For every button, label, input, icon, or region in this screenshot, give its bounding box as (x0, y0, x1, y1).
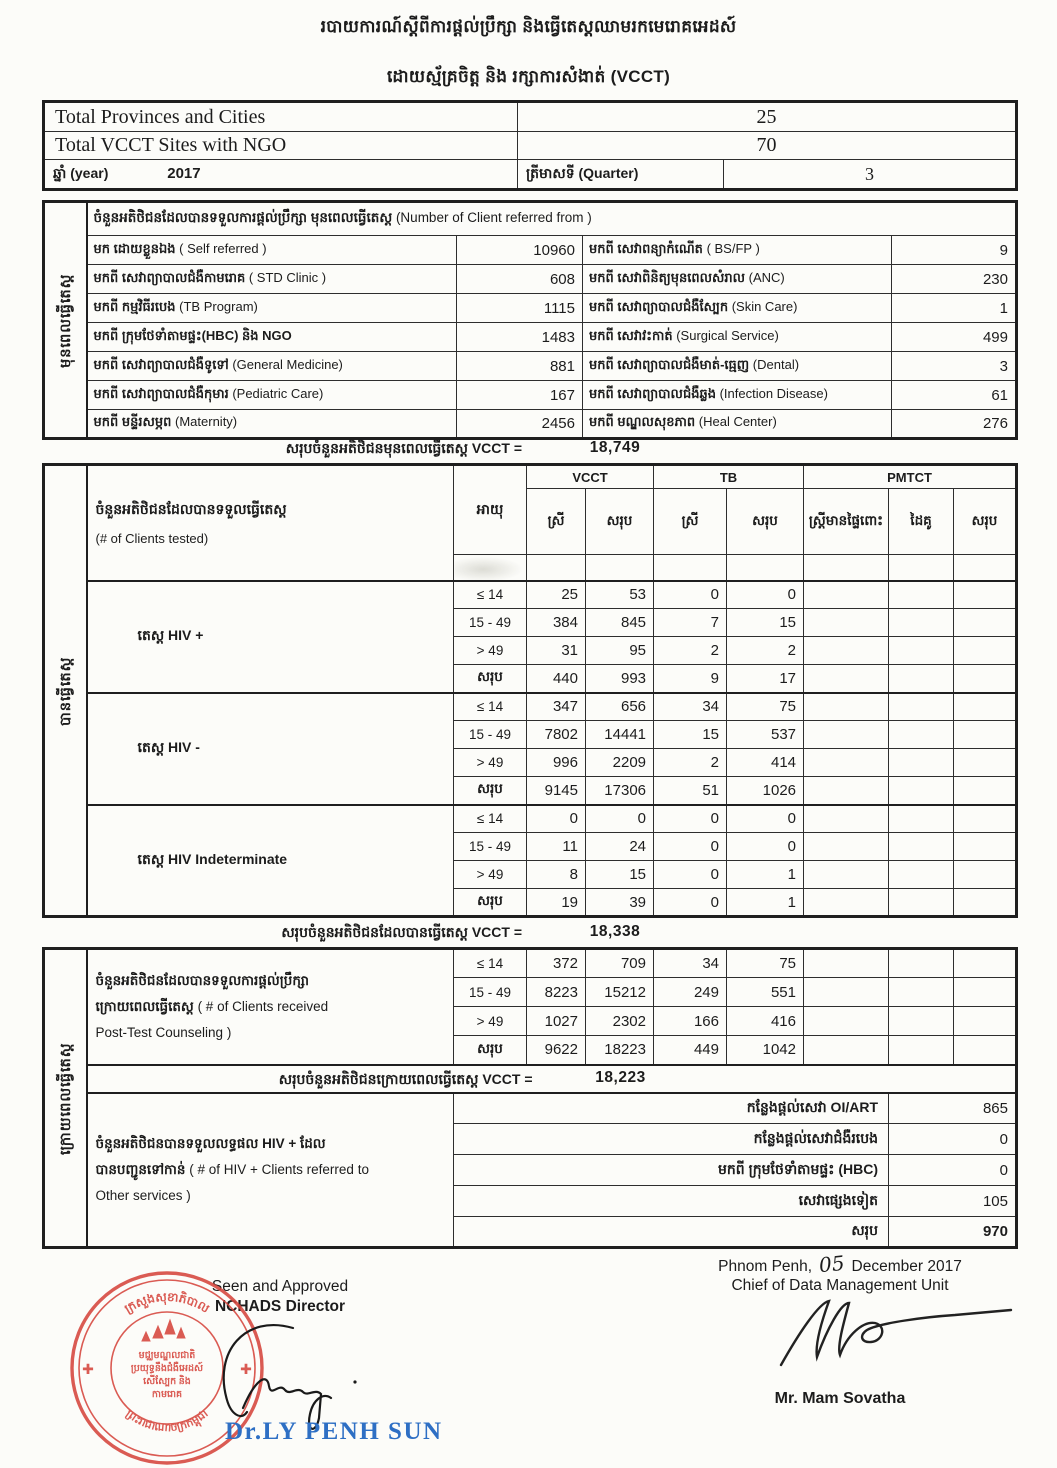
value-cell (889, 1036, 954, 1065)
value-cell: 0 (654, 889, 727, 917)
value-cell (804, 833, 889, 861)
age-cell: > 49 (454, 1007, 527, 1036)
label-cell: មកពី សេវាពិនិត្យមុនពេលសំរាល (ANC) (583, 265, 892, 294)
value-cell: 2302 (586, 1007, 654, 1036)
value-cell: 95 (586, 637, 654, 665)
col-pmtct-partner: ដៃគូ (889, 489, 954, 555)
value-cell (889, 949, 954, 978)
referred-service-label: កន្លែងផ្ដល់សេវាជំងឺរបេង (454, 1124, 889, 1155)
value-cell: 2456 (457, 410, 583, 439)
value-cell: 17 (727, 665, 804, 693)
side-label-before-test: មុនពេលធ្វើតេស្ដ (44, 202, 87, 439)
value-cell (954, 609, 1017, 637)
table-row (44, 236, 1017, 265)
value-cell: 9 (654, 665, 727, 693)
value-cell: 881 (457, 352, 583, 381)
age-cell: 15 - 49 (454, 721, 527, 749)
chief-signature (775, 1293, 1020, 1373)
value-cell: 31 (527, 637, 586, 665)
value-cell: 1115 (457, 294, 583, 323)
value-cell (804, 949, 889, 978)
value-cell: 15 (586, 861, 654, 889)
spacer-cell (586, 555, 654, 581)
value-cell (804, 978, 889, 1007)
value-cell: 0 (586, 805, 654, 833)
referred-total-label: សរុប (454, 1217, 889, 1248)
age-cell: 15 - 49 (454, 609, 527, 637)
value-cell: 384 (527, 609, 586, 637)
value-cell (804, 861, 889, 889)
value-cell: 15 (727, 609, 804, 637)
age-cell: ≤ 14 (454, 693, 527, 721)
table-row (44, 1065, 1017, 1093)
value-cell: 10960 (457, 236, 583, 265)
value-cell (954, 637, 1017, 665)
referred-total-value: 970 (889, 1217, 1017, 1248)
referred-service-value: 865 (889, 1093, 1017, 1124)
posttest-label-cell (87, 949, 454, 1065)
spacer-cell (804, 555, 889, 581)
table-row (44, 202, 1017, 236)
total-tested (42, 923, 1015, 947)
value-cell: 11 (527, 833, 586, 861)
value-cell: 449 (654, 1036, 727, 1065)
value-cell: 276 (892, 410, 1017, 439)
summary-label: Total Provinces and Cities (44, 102, 518, 132)
svg-text:ក្រសួងសុខាភិបាល: ក្រសួងសុខាភិបាល (122, 1289, 212, 1316)
value-cell: 0 (727, 581, 804, 609)
label-cell: មកពី សេវាព្យាបាលជំងឺឆ្លង (Infection Disease) (583, 381, 892, 410)
table-row (44, 581, 1017, 609)
col-age: អាយុ (454, 465, 527, 555)
value-cell (889, 609, 954, 637)
referred-service-value: 0 (889, 1155, 1017, 1186)
value-cell (804, 805, 889, 833)
value-cell: 230 (892, 265, 1017, 294)
value-cell: 53 (586, 581, 654, 609)
posttest-label-line2: ក្រោយពេលធ្វើតេស្ដ ( # of Clients received (95, 998, 329, 1014)
value-cell: 440 (527, 665, 586, 693)
value-cell: 0 (727, 833, 804, 861)
value-cell: 8 (527, 861, 586, 889)
age-cell: > 49 (454, 637, 527, 665)
value-cell: 608 (457, 265, 583, 294)
handwritten-day: 05 (817, 1250, 846, 1278)
director-name: Dr.LY PENH SUN (225, 1418, 443, 1445)
label-cell: មកពី សេវាពន្យាកំណើត ( BS/FP ) (583, 236, 892, 265)
side-label-after-test: ក្រោយពេលធ្វើតេស្ដ (44, 949, 87, 1248)
table-row (44, 102, 1017, 132)
value-cell: 372 (527, 949, 586, 978)
total-label: សរុបចំនួនអតិថិជនដែលបានធ្វើតេស្ដ VCCT = (281, 924, 522, 940)
age-cell: 15 - 49 (454, 833, 527, 861)
value-cell (954, 1036, 1017, 1065)
value-cell (954, 581, 1017, 609)
total-value: 18,223 (595, 1068, 646, 1086)
age-cell: > 49 (454, 861, 527, 889)
value-cell: 2 (727, 637, 804, 665)
value-cell: 0 (654, 833, 727, 861)
label-cell: មកពី មន្ទីរសម្ភព (Maternity) (87, 410, 457, 439)
value-cell (954, 833, 1017, 861)
value-cell (804, 693, 889, 721)
value-cell: 75 (727, 949, 804, 978)
side-label-tested: បានធ្វើតេស្ដ (44, 465, 87, 917)
label-cell: មកពី ក្រុមថែទាំតាមផ្ទះ(HBC) និង NGO (87, 323, 457, 352)
value-cell (954, 693, 1017, 721)
value-cell: 656 (586, 693, 654, 721)
value-cell (954, 889, 1017, 917)
summary-value: 25 (518, 102, 1017, 132)
spacer-cell (889, 555, 954, 581)
value-cell (954, 1007, 1017, 1036)
year-label: ឆ្នាំ (year) (53, 164, 109, 181)
value-cell: 17306 (586, 777, 654, 805)
summary-label: Total VCCT Sites with NGO (44, 132, 518, 160)
referred-out-label-cell (87, 1093, 454, 1248)
value-cell: 7802 (527, 721, 586, 749)
total-value: 18,749 (589, 439, 641, 456)
summary-table (42, 100, 1018, 191)
age-total-cell: សរុប (454, 889, 527, 917)
label-cell: មកពី សេវាព្យាបាលជំងឺកុមារ (Pediatric Care) (87, 381, 457, 410)
value-cell (954, 805, 1017, 833)
value-cell (804, 581, 889, 609)
value-cell: 2 (654, 637, 727, 665)
table-row (44, 132, 1017, 160)
value-cell: 1027 (527, 1007, 586, 1036)
value-cell: 2 (654, 749, 727, 777)
group-label-hiv-negative: តេស្ដ HIV - (87, 693, 454, 805)
label-cell: មកពី សេវាព្យាបាលជំងឺកាមរោគ ( STD Clinic ) (87, 265, 457, 294)
value-cell: 61 (892, 381, 1017, 410)
tested-table (42, 463, 1018, 918)
value-cell (804, 1007, 889, 1036)
page-title: របាយការណ៍ស្ដីពីការផ្ដល់ប្រឹក្សា និងធ្វើតេស្ដឈាមរកមេរោគអេដស៍ (320, 17, 737, 36)
stamp-cross-left-icon: ✚ (82, 1361, 94, 1377)
col-vcct-total: សរុប (586, 489, 654, 555)
col-tb-total: សរុប (727, 489, 804, 555)
quarter-label: ត្រីមាសទី (Quarter) (518, 160, 724, 190)
svg-text:ព្រះរាជាណាចក្រកម្ពុជា: ព្រះរាជាណាចក្រកម្ពុជា (123, 1407, 211, 1435)
value-cell: 75 (727, 693, 804, 721)
value-cell: 8223 (527, 978, 586, 1007)
label-cell: មកពី សេវាព្យាបាលជំងឺមាត់-ធ្មេញ (Dental) (583, 352, 892, 381)
value-cell: 18223 (586, 1036, 654, 1065)
total-label: សរុបចំនួនអតិថិជនមុនពេលធ្វើតេស្ដ VCCT = (285, 440, 522, 456)
value-cell (889, 581, 954, 609)
value-cell (804, 637, 889, 665)
svg-text:មជ្ឈមណ្ឌលជាតិ: មជ្ឈមណ្ឌលជាតិ (138, 1350, 196, 1361)
age-cell: > 49 (454, 749, 527, 777)
age-total-cell: សរុប (454, 665, 527, 693)
value-cell (889, 833, 954, 861)
year-value: 2017 (167, 164, 201, 182)
col-group-vcct: VCCT (527, 465, 654, 489)
approved-line: Seen and Approved (211, 1278, 349, 1295)
chief-name: Mr. Mam Sovatha (774, 1390, 906, 1407)
value-cell: 499 (892, 323, 1017, 352)
spacer-cell (527, 555, 586, 581)
tested-title-kh: ចំនួនអតិថិជនដែលបានទទួលធ្វើតេស្ដ (95, 500, 287, 517)
value-cell: 34 (654, 693, 727, 721)
value-cell (889, 721, 954, 749)
date-label: December 2017 (851, 1258, 962, 1275)
value-cell: 2209 (586, 749, 654, 777)
svg-text:ប្រយុទ្ធនឹងជំងឺអេដស៍: ប្រយុទ្ធនឹងជំងឺអេដស៍ (130, 1363, 204, 1374)
age-cell: ≤ 14 (454, 805, 527, 833)
value-cell (889, 861, 954, 889)
age-cell: 15 - 49 (454, 978, 527, 1007)
value-cell: 551 (727, 978, 804, 1007)
svg-text:កាមរោគ: កាមរោគ (151, 1389, 183, 1400)
value-cell: 51 (654, 777, 727, 805)
value-cell: 15212 (586, 978, 654, 1007)
page-subtitle: ដោយស្ម័គ្រចិត្ត និង រក្សាការសំងាត់ (VCCT) (386, 67, 671, 86)
referred-service-label: សេវាផ្សេងទៀត (454, 1186, 889, 1217)
table-row (44, 323, 1017, 352)
table-row (44, 465, 1017, 489)
value-cell (804, 777, 889, 805)
group-label-hiv-positive: តេស្ដ HIV + (87, 581, 454, 693)
value-cell: 14441 (586, 721, 654, 749)
referral-table (42, 200, 1018, 440)
value-cell: 9145 (527, 777, 586, 805)
table-row (44, 949, 1017, 978)
value-cell: 416 (727, 1007, 804, 1036)
value-cell: 347 (527, 693, 586, 721)
col-tb-female: ស្រី (654, 489, 727, 555)
value-cell (954, 721, 1017, 749)
value-cell (889, 637, 954, 665)
value-cell: 1026 (727, 777, 804, 805)
tested-title-cell (87, 465, 454, 581)
referred-label-line2: បានបញ្ជូនទៅកាន់ ( # of HIV + Clients referred to (95, 1161, 369, 1177)
table-row (44, 1093, 1017, 1124)
table-row (44, 160, 1017, 190)
director-title: NCHADS Director (214, 1298, 346, 1315)
total-value: 18,338 (589, 923, 641, 940)
value-cell: 537 (727, 721, 804, 749)
value-cell: 0 (654, 805, 727, 833)
date-line (660, 1252, 1020, 1276)
value-cell: 414 (727, 749, 804, 777)
spacer-cell (654, 555, 727, 581)
referred-service-value: 0 (889, 1124, 1017, 1155)
table-row (44, 265, 1017, 294)
value-cell: 19 (527, 889, 586, 917)
value-cell (954, 861, 1017, 889)
value-cell (954, 665, 1017, 693)
value-cell: 0 (727, 805, 804, 833)
referred-service-value: 105 (889, 1186, 1017, 1217)
label-cell: មកពី មណ្ឌលសុខភាព (Heal Center) (583, 410, 892, 439)
value-cell: 1 (727, 889, 804, 917)
label-cell: មក ដោយខ្លួនឯង ( Self referred ) (87, 236, 457, 265)
referred-service-label: កន្លែងផ្ដល់សេវា OI/ART (454, 1093, 889, 1124)
chief-title: Chief of Data Management Unit (731, 1277, 949, 1294)
col-pmtct-total: សរុប (954, 489, 1017, 555)
value-cell: 3 (892, 352, 1017, 381)
value-cell (889, 749, 954, 777)
posttest-label-line1: ចំនួនអតិថិជនដែលបានទទួលការផ្ដល់ប្រឹក្សា (95, 973, 310, 989)
referred-label-line1: ចំនួនអតិថិជនបានទទួលលទ្ធផល HIV + ដែល (95, 1136, 326, 1152)
value-cell: 25 (527, 581, 586, 609)
spacer-cell (727, 555, 804, 581)
posttest-label-line3: Post-Test Counseling ) (95, 1024, 232, 1040)
spacer-cell (454, 555, 527, 581)
value-cell: 709 (586, 949, 654, 978)
summary-value: 70 (518, 132, 1017, 160)
referred-service-label: មកពី ក្រុមថែទាំតាមផ្ទះ (HBC) (454, 1155, 889, 1186)
label-cell: មកពី កម្មវិធីរបេង (TB Program) (87, 294, 457, 323)
value-cell: 7 (654, 609, 727, 637)
value-cell (889, 805, 954, 833)
value-cell: 1 (727, 861, 804, 889)
tested-title-en: (# of Clients tested) (95, 530, 209, 546)
total-before-test (42, 439, 1015, 463)
value-cell (889, 889, 954, 917)
age-cell: ≤ 14 (454, 949, 527, 978)
age-total-cell: សរុប (454, 1036, 527, 1065)
value-cell (804, 749, 889, 777)
value-cell: 9 (892, 236, 1017, 265)
table-row (44, 294, 1017, 323)
referral-header-kh: ចំនួនអតិថិជនដែលបានទទួលការផ្ដល់ប្រឹក្សា មុនពេលធ្វើតេស្ដ (93, 210, 393, 225)
value-cell: 993 (586, 665, 654, 693)
value-cell (804, 1036, 889, 1065)
table-row (44, 693, 1017, 721)
value-cell: 1483 (457, 323, 583, 352)
value-cell (889, 693, 954, 721)
place-label: Phnom Penh, (718, 1258, 813, 1275)
age-cell: ≤ 14 (454, 581, 527, 609)
value-cell (954, 949, 1017, 978)
value-cell (954, 978, 1017, 1007)
referred-label-line3: Other services ) (95, 1187, 191, 1203)
value-cell (889, 777, 954, 805)
age-total-cell: សរុប (454, 777, 527, 805)
value-cell: 1 (892, 294, 1017, 323)
group-label-hiv-indeterminate: តេស្ដ HIV Indeterminate (87, 805, 454, 917)
col-group-tb: TB (654, 465, 804, 489)
svg-text:សើស្បែក និង: សើស្បែក និង (143, 1376, 191, 1387)
value-cell (889, 1007, 954, 1036)
label-cell: មកពី សេវាព្យាបាលជំងឺទូទៅ (General Medicine) (87, 352, 457, 381)
value-cell: 39 (586, 889, 654, 917)
value-cell (804, 609, 889, 637)
col-group-pmtct: PMTCT (804, 465, 1017, 489)
value-cell: 845 (586, 609, 654, 637)
label-cell: មកពី សេវាវះកាត់ (Surgical Service) (583, 323, 892, 352)
spacer-cell (954, 555, 1017, 581)
value-cell (954, 749, 1017, 777)
value-cell: 24 (586, 833, 654, 861)
value-cell: 0 (654, 581, 727, 609)
value-cell: 249 (654, 978, 727, 1007)
value-cell: 996 (527, 749, 586, 777)
table-row (44, 410, 1017, 439)
col-vcct-female: ស្រី (527, 489, 586, 555)
value-cell: 34 (654, 949, 727, 978)
total-after-test (87, 1065, 1017, 1093)
value-cell (804, 665, 889, 693)
value-cell: 1042 (727, 1036, 804, 1065)
value-cell (804, 889, 889, 917)
table-row (44, 352, 1017, 381)
total-label: សរុបចំនួនអតិថិជនក្រោយពេលធ្វើតេស្ដ VCCT = (278, 1070, 533, 1087)
posttest-table (42, 947, 1018, 1249)
quarter-value: 3 (724, 160, 1017, 190)
year-cell (44, 160, 518, 190)
value-cell: 0 (654, 861, 727, 889)
label-cell: មកពី សេវាព្យាបាលជំងឺស្បែក (Skin Care) (583, 294, 892, 323)
referral-header (87, 202, 1017, 236)
value-cell (889, 978, 954, 1007)
value-cell: 9622 (527, 1036, 586, 1065)
referral-header-en: (Number of Client referred from ) (395, 210, 592, 225)
value-cell: 15 (654, 721, 727, 749)
value-cell: 166 (654, 1007, 727, 1036)
value-cell: 0 (527, 805, 586, 833)
col-pmtct-pregnant: ស្ត្រីមានផ្ទៃពោះ (804, 489, 889, 555)
stamp-cross-right-icon: ✚ (240, 1361, 252, 1377)
value-cell (889, 665, 954, 693)
table-row (44, 381, 1017, 410)
value-cell (954, 777, 1017, 805)
table-row (44, 805, 1017, 833)
value-cell: 167 (457, 381, 583, 410)
value-cell (804, 721, 889, 749)
